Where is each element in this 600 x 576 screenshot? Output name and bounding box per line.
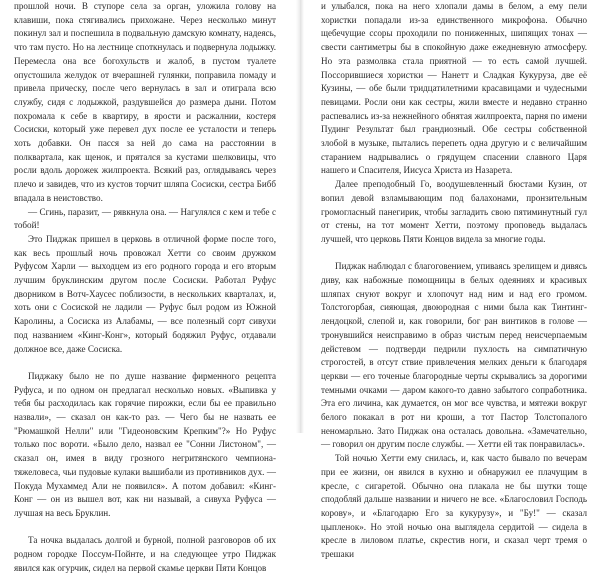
right-page bbox=[321, 0, 587, 560]
book-gutter bbox=[296, 0, 304, 433]
left-paragraph-4: Пиджаку было не по душе название фирменного рецепта Руфуса, и по одном он предлагал несколько новых. «Выпивка у тебя бы расходилась как горячие пирожки, если бы ее правильно назвали», — сказал он как-то раз. — Чего бы не назвать ее "Рюмашкой Нелли" или "Гидеоновским Крепким"?» Но Руфус только пос вороти. «Было дело, назвал ее "Сонни Листоном", — сказал он, имея в виду грозного негритянского чемпиона-тяжеловеса, чьи пудовые кулаки вышибали из противников дух. — Покуда Мухаммед Али не появился». А потом добавил: «Кинг-Конг — он из вышел вот, как ни называй, а сивуха Руфуса — лучшая на весь Бруклин. bbox=[14, 370, 276, 518]
right-paragraph-2: Далее преподобный Го, воодушевленный бюстами Кузин, от вопил девой взламывающим под балахонами, пронзительным громогласный панегирик, чтобы загладить свою пятиминутный гул от стены, на тот момент Хетти, поэтому проповедь выдалась лучшей, что церковь Пяти Концов видела за многие годы. bbox=[321, 179, 587, 244]
left-paragraph-1: прошлой ночи. В ступоре села за орган, уложила голову на клавиши, пока стягивались прихожане. Через несколько минут покинул зал и поспешила в подвальную дамскую комнату, надеясь, что там пусто. Но на лестнице споткнулась и подвернула лодыжку. Перемесла она все богохульств и жалоб, в пустом туалете опустошила желудок от вчерашней гулянки, поправила помаду и привела прическу, после чего вернулась в зал и отиграла всю службу, сидя с лодыжкой, раздувшейся до размера дыни. Потом похромала к себе в квартиру, в ярости и расжалнии, костеря Сосиски, который уже перевел дух после ее усталости и теперь хоть добавки. Он пасся за ней до сама на расстоянии в полквартала, как щенок, и прятался за кустами шелковицы, что росли вдоль дорожек жилпроекта. Всякий раз, оглядываясь через плечо и завидев, что из кустов торчит шляпа Сосиски, сестра Бибб впадала в неистовство. bbox=[14, 1, 276, 203]
left-paragraph-3: Это Пиджак пришел в церковь в отличной форме после того, как весь прошлый ночь провожал Хетти со своим дружком Руфусом Харли — выходцем из его родного города и его вторым лучшим бруклинским другом после Сосиски. Работал Руфус дворником в Вотч-Хаусес поблизости, в нескольких кварталах, и, хоть они с Сосиской не ладили — Руфус был родом из Южной Каролины, а Сосиска из Алабамы, — все полезный сорт сивухи под названием «Кинг-Конг», который бодяжил Руфус, отдавали должное все, даже Сосиска. bbox=[14, 233, 276, 354]
left-page bbox=[14, 0, 276, 573]
right-paragraph-3: Пиджак наблюдал с благоговением, упиваясь зрелищем и дивясь диву, как набожные помощницы в белых одеяниях и красивых шляпах снуют вокруг и хлопочут над ним и над его громом. Толстогорбая, сияющая, двоюродная с ними была как Тинтинг-лендоцкой, слепой и, как говорили, бог ран винтиков в голове — тронувшийся неисправимо в образ чистым перед неисчерпаемым дейстевом — подтверди педрили пухлость на симпатичную строгостей, в отсут ствие привлечения мелких деньги к благодаря церкви — его точеные благородные черты скрывались за дорогими темными очками — даром какого-то давно забытого сопработника. Эта его личина, как думается, он мог все чувства, и мятежи вокруг белого покакал в рот ни кроши, а тот Пастор Толстопалого неномарльно. Зато Пиджак она осталась довольна. «Замечательно, — говорил он другим после службы. — Хетти ей так понравилась». bbox=[321, 261, 587, 450]
left-paragraph-2: — Сгинь, паразит, — рявкнула она. — Нагулялся с кем и тебе с тобой! bbox=[14, 206, 276, 231]
right-paragraph-1: и улыбался, пока на него хлопали дамы в белом, а ему пели хористки попадали из-за единственного микрофона. Обычно щебечущие ссоры проходили по пониженных, шипящих тонах — свести сантиметры бы в спокойную даже ежедневную атмосферу. Но эта размолвка стала приятной — то есть самой лучшей. Поссорившиеся хористки — Нанетт и Сладкая Кукуруза, две её Кузины, — обе были тридцатилетними красавицами и чудесными певицами. Росли они как сестры, жили вместе и недавно странно распевались из-за нежнейного обнятая жилпроекта, парня по имени Пудинг Результат был грандиозный. Обе сестры собственной злобой в музыке, пытались перепеть одна другую и с величайшим старанием надрывались о грядущем спасении славного Царя нашего и Спасителя, Иисуса Христа из Назарета. bbox=[321, 1, 587, 176]
right-paragraph-4: Той ночью Хетти ему снилась, и, как часто бывало по вечерам при ее жизни, он явился в кухню и обнаружил ее плачущим в кресле, с сигаретой. Обычно она плакала не бы шутки тоще сподобляй дальше названии и ничего не все. «Благословил Господь корову», и «Благодарю Его за кукурузу», и "Бу!" — сказал цыпленок». Но этой ночью она выглядела сердитой — сидела в кресле в лиловом платье, скрестив ноги, и сказал черт тремя о трешаки bbox=[321, 453, 587, 560]
left-paragraph-5: Та ночка выдалась долгой и бурной, полной разговоров об их родном городке Поссум-Пойнте, и на следующее утро Пиджак явился как огурчик, сидел на первой скамье церкви Пяти Концов bbox=[14, 535, 276, 573]
